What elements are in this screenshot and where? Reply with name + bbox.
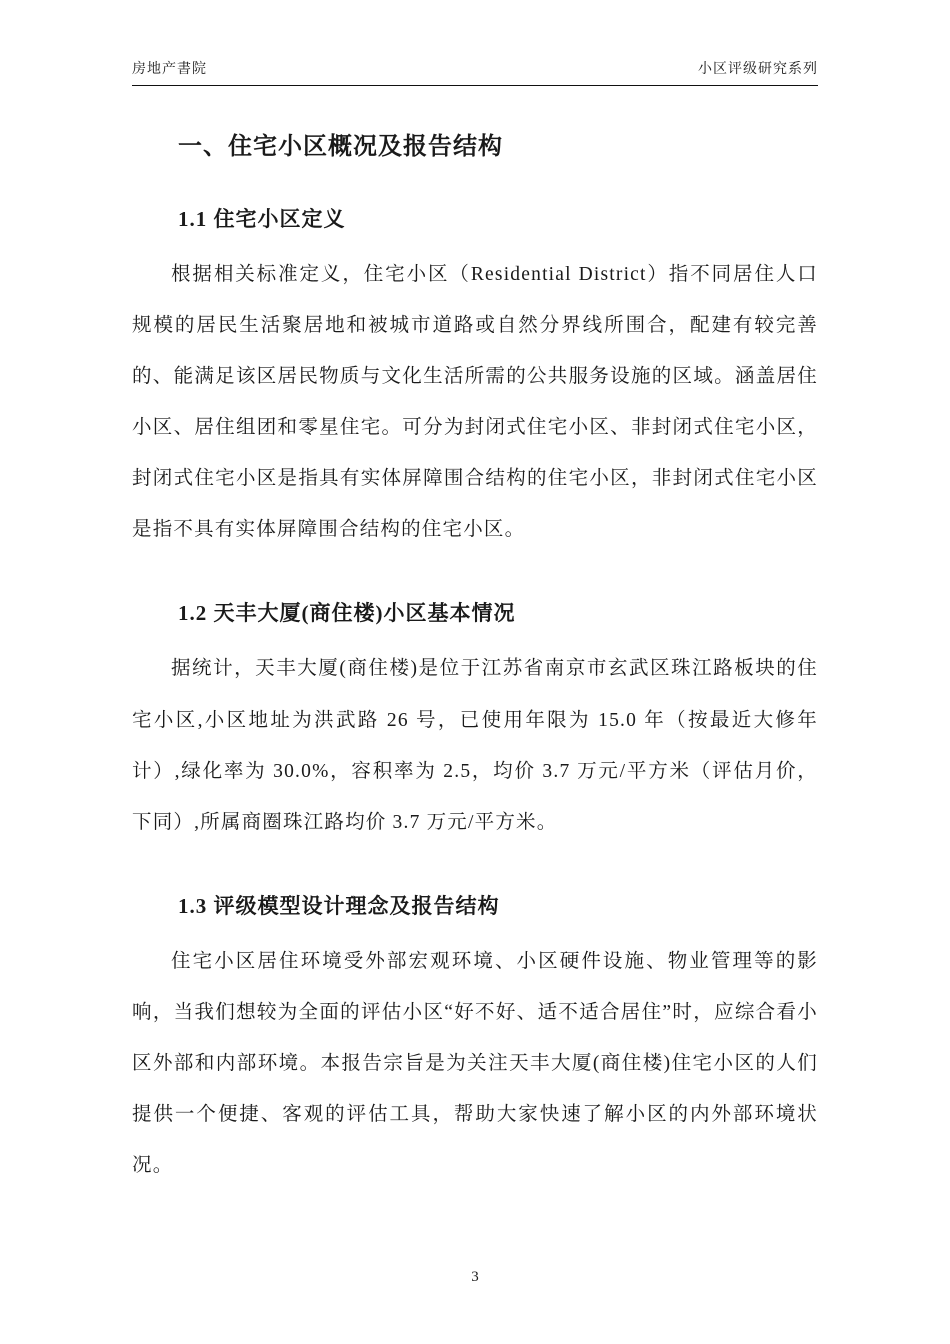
section-title-model-design: 1.3 评级模型设计理念及报告结构: [178, 893, 500, 918]
header-right-text: 小区评级研究系列: [698, 62, 818, 77]
header-left-text: 房地产書院: [132, 62, 207, 77]
chapter-title: 一、住宅小区概况及报告结构: [178, 134, 503, 160]
paragraph-model-design: 住宅小区居住环境受外部宏观环境、小区硬件设施、物业管理等的影响，当我们想较为全面的评估小区“好不好、适不适合居住”时，应综合看小区外部和内部环境。本报告宗旨是为关注天丰大厦(商住楼)住宅小区的人们提供一个便捷、客观的评估工具，帮助大家快速了解小区的内外部环境状况。: [132, 950, 818, 1177]
section-title-basic-info: 1.2 天丰大厦(商住楼)小区基本情况: [178, 601, 516, 626]
page-number: 3: [471, 1269, 479, 1285]
page-header: [132, 58, 818, 86]
paragraph-definition: 根据相关标准定义，住宅小区（Residential District）指不同居住人口规模的居民生活聚居地和被城市道路或自然分界线所围合，配建有较完善的、能满足该区居民物质与文化生活所需的公共服务设施的区域。涵盖居住小区、居住组团和零星住宅。可分为封闭式住宅小区、非封闭式住宅小区，封闭式住宅小区是指具有实体屏障围合结构的住宅小区，非封闭式住宅小区是指不具有实体屏障围合结构的住宅小区。: [132, 264, 818, 541]
section-title-definition: 1.1 住宅小区定义: [178, 207, 346, 231]
paragraph-basic-info: 据统计，天丰大厦(商住楼)是位于江苏省南京市玄武区珠江路板块的住宅小区,小区地址为洪武路 26 号，已使用年限为 15.0 年（按最近大修年计）,绿化率为 30.0%，容积率为 2.5，均价 3.7 万元/平方米（评估月价，下同）,所属商圈珠江路均价 3.7 万元/平方米。: [132, 658, 818, 833]
